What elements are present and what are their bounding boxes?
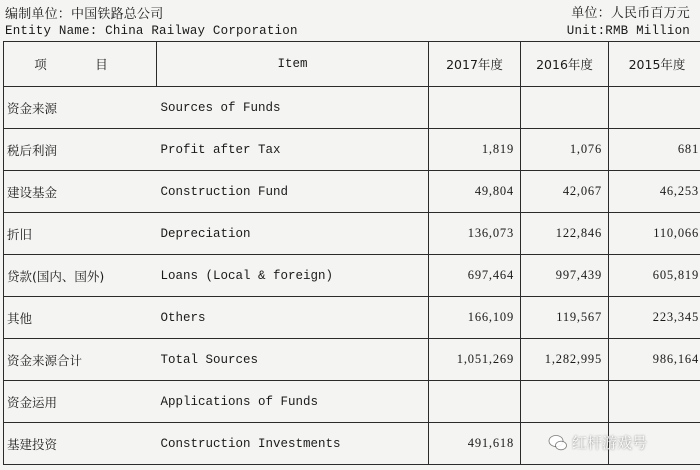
- entity-name: Entity Name: China Railway Corporation: [5, 24, 298, 38]
- unit-label-cn: 单位：人民币百万元: [571, 6, 690, 21]
- row-label-cn: 基建投资: [4, 423, 157, 465]
- table-row: [4, 87, 700, 129]
- value-2016: 42,067: [521, 171, 609, 213]
- header-item-cn: 项 目: [4, 42, 157, 87]
- value-2015: [609, 381, 700, 423]
- watermark-text: 红杆游戏号: [572, 434, 648, 452]
- funds-table: [3, 41, 700, 465]
- value-2016: 1,282,995: [521, 339, 609, 381]
- table-header-row: [4, 42, 700, 87]
- row-label-en: Others: [157, 297, 429, 339]
- row-label-en: Construction Investments: [157, 423, 429, 465]
- value-2015: 605,819: [609, 255, 700, 297]
- value-2017: 697,464: [429, 255, 521, 297]
- value-2016: 997,439: [521, 255, 609, 297]
- header-2015: 2015年度: [609, 42, 700, 87]
- row-label-cn: 资金来源: [4, 87, 157, 129]
- value-2017: 166,109: [429, 297, 521, 339]
- value-2016: [521, 87, 609, 129]
- header-2017: 2017年度: [429, 42, 521, 87]
- row-label-en: Profit after Tax: [157, 129, 429, 171]
- value-2017: 1,819: [429, 129, 521, 171]
- watermark: [548, 432, 647, 453]
- row-label-cn: 资金来源合计: [4, 339, 157, 381]
- table-row: [4, 213, 700, 255]
- row-label-en: Sources of Funds: [157, 87, 429, 129]
- table-row: [4, 339, 700, 381]
- value-2015: 986,164: [609, 339, 700, 381]
- row-label-cn: 贷款(国内、国外): [4, 255, 157, 297]
- row-label-cn: 其他: [4, 297, 157, 339]
- row-label-cn: 税后利润: [4, 129, 157, 171]
- compiler-label: 编制单位：中国铁路总公司: [5, 7, 164, 22]
- value-2016: [521, 381, 609, 423]
- value-2016: 122,846: [521, 213, 609, 255]
- value-2015: [609, 87, 700, 129]
- row-label-en: Construction Fund: [157, 171, 429, 213]
- value-2017: 491,618: [429, 423, 521, 465]
- table-row: [4, 297, 700, 339]
- header-2016: 2016年度: [521, 42, 609, 87]
- value-2017: [429, 87, 521, 129]
- row-label-en: Applications of Funds: [157, 381, 429, 423]
- header-item-en: Item: [157, 42, 429, 87]
- row-label-cn: 折旧: [4, 213, 157, 255]
- unit-label-en: Unit:RMB Million: [566, 24, 690, 38]
- value-2017: 1,051,269: [429, 339, 521, 381]
- value-2015: 110,066: [609, 213, 700, 255]
- table-row: [4, 255, 700, 297]
- wechat-icon: [548, 433, 568, 453]
- table-row: [4, 381, 700, 423]
- row-label-en: Loans (Local & foreign): [157, 255, 429, 297]
- value-2017: [429, 381, 521, 423]
- table-row: [4, 171, 700, 213]
- value-2016: 1,076: [521, 129, 609, 171]
- value-2015: 681: [609, 129, 700, 171]
- value-2015: 223,345: [609, 297, 700, 339]
- value-2017: 49,804: [429, 171, 521, 213]
- value-2017: 136,073: [429, 213, 521, 255]
- row-label-en: Depreciation: [157, 213, 429, 255]
- row-label-cn: 建设基金: [4, 171, 157, 213]
- value-2016: 119,567: [521, 297, 609, 339]
- row-label-en: Total Sources: [157, 339, 429, 381]
- table-row: [4, 129, 700, 171]
- value-2015: 46,253: [609, 171, 700, 213]
- row-label-cn: 资金运用: [4, 381, 157, 423]
